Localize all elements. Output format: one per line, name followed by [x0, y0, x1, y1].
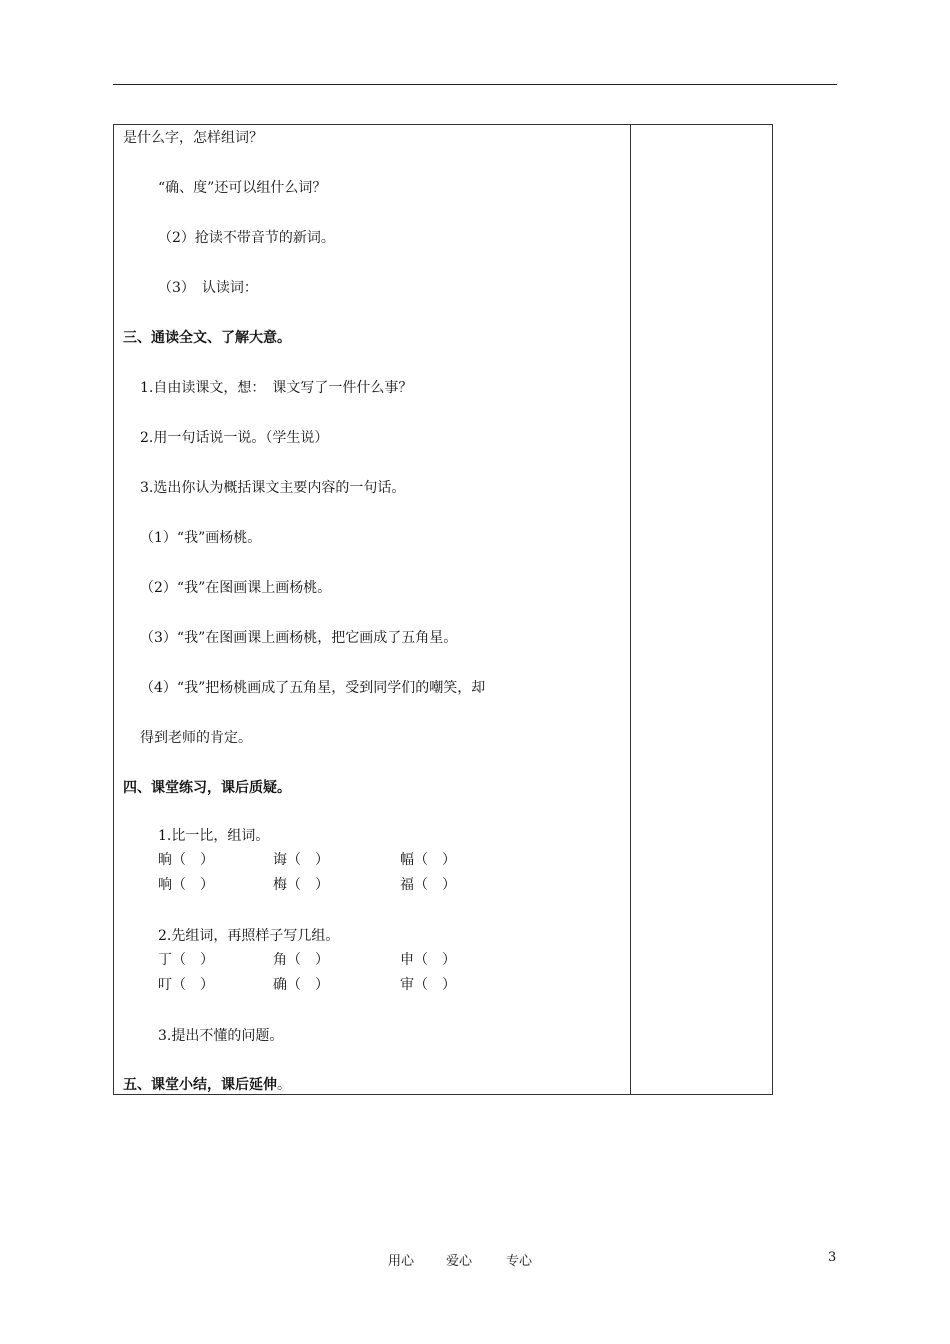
text-line: “确、度”还可以组什么词？: [158, 180, 327, 196]
exercise-cell: 幅（ ）: [400, 852, 456, 868]
exercise-cell: 叮（ ）: [158, 977, 214, 993]
exercise-cell: 丁（ ）: [158, 952, 214, 968]
exercise-title: 3.提出不懂的问题。: [158, 1028, 284, 1044]
option-line: （1）“我”画杨桃。: [140, 530, 262, 546]
exercise-title: 1.比一比，组词。: [158, 828, 270, 844]
section-heading-period: 。: [277, 1077, 291, 1093]
option-line: （2）“我”在图画课上画杨桃。: [140, 580, 332, 596]
option-line: （3）“我”在图画课上画杨桃，把它画成了五角星。: [140, 630, 458, 646]
text-line: 3.选出你认为概括课文主要内容的一句话。: [140, 480, 406, 496]
exercise-cell: 角（ ）: [273, 952, 329, 968]
text-line: 1.自由读课文，想： 课文写了一件什么事？: [140, 380, 413, 396]
text-line: （2）抢读不带音节的新词。: [158, 230, 335, 246]
page-number: 3: [828, 1250, 837, 1265]
option-line: （4）“我”把杨桃画成了五角星，受到同学们的嘲笑，却: [140, 680, 486, 696]
exercise-cell: 响（ ）: [158, 877, 214, 893]
section-heading: [123, 1077, 291, 1093]
footer-motto: 专心: [506, 1254, 533, 1269]
footer-motto: 用心: [388, 1254, 415, 1269]
exercise-title: 2.先组词，再照样子写几组。: [158, 928, 340, 944]
section-heading-text: 五、课堂小结，课后延伸: [123, 1077, 277, 1093]
exercise-cell: 申（ ）: [400, 952, 456, 968]
exercise-cell: 确（ ）: [273, 977, 329, 993]
column-divider: [630, 125, 631, 1094]
text-line: 2.用一句话说一说。（学生说）: [140, 430, 329, 446]
footer-motto: 爱心: [446, 1254, 473, 1269]
exercise-cell: 晌（ ）: [158, 852, 214, 868]
exercise-cell: 诲（ ）: [273, 852, 329, 868]
text-line: （3） 认读词：: [158, 280, 258, 296]
option-line: 得到老师的肯定。: [140, 730, 252, 746]
exercise-cell: 梅（ ）: [273, 877, 329, 893]
exercise-cell: 审（ ）: [400, 977, 456, 993]
lesson-table: [113, 124, 773, 1095]
exercise-cell: 福（ ）: [400, 877, 456, 893]
section-heading: 四、课堂练习，课后质疑。: [123, 780, 291, 796]
header-rule: [113, 84, 837, 85]
text-line: 是什么字，怎样组词？: [123, 130, 263, 146]
section-heading: 三、通读全文、了解大意。: [123, 330, 291, 346]
